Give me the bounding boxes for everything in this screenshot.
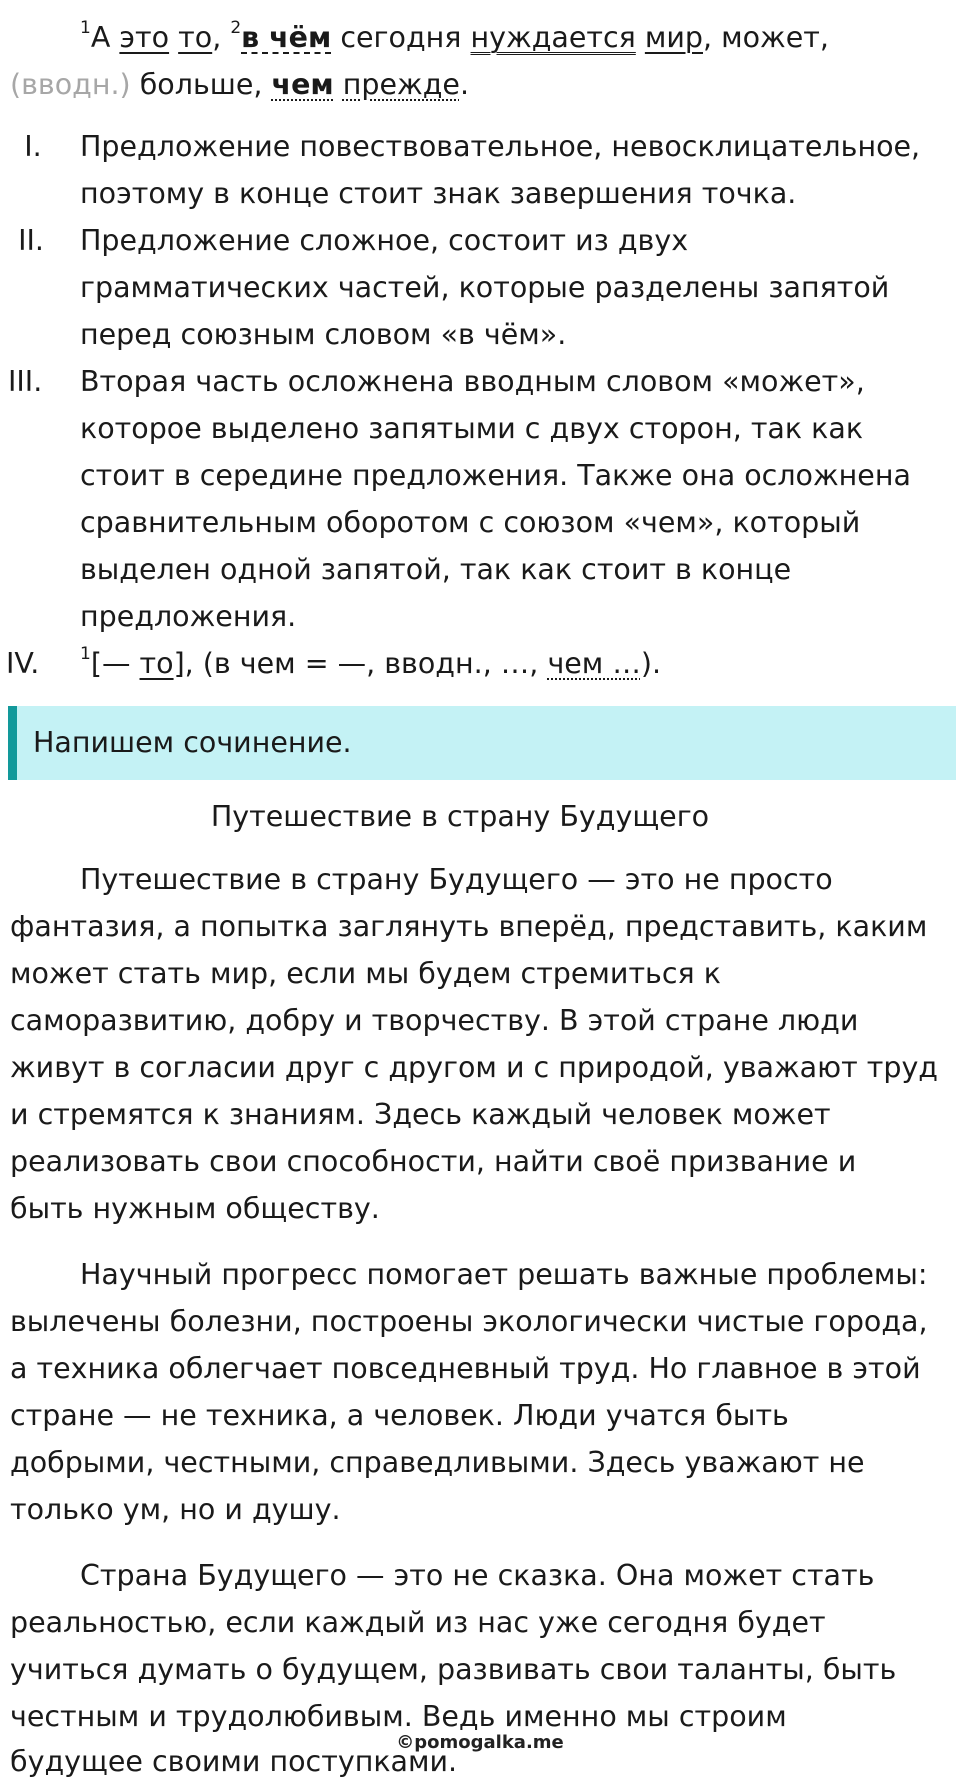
essay-p2-line-6: только ум, но и душу. [10,1493,341,1526]
essay-p2-line-4: стране — не техника, а человек. Люди учатся быть [10,1399,789,1432]
space [636,21,645,54]
word-prezhde: прежде [342,68,460,101]
scheme-marker: 1 [80,644,91,664]
banner-text: Напишем сочинение. [33,726,352,759]
numeral-i: I. [24,130,42,163]
introductory-marker: (вводн.) [10,68,131,101]
watermark: ©pomogalka.me [396,1732,564,1753]
analyzed-sentence-line-2 [10,61,469,108]
scheme-part-1: [— [90,647,140,680]
point-iii-line-6: предложения. [80,600,297,633]
essay-p3-line-5: будущее своими поступками. [10,1745,458,1778]
point-i-line-1: Предложение повествовательное, невосклицательное, [80,130,921,163]
word-mir: мир [644,21,703,54]
scheme-part-2: ], (в чем = —, вводн., …, [173,647,548,680]
essay-p2-line-2: вылечены болезни, построены экологически чистые города, [10,1305,928,1338]
numeral-iii: III. [8,365,43,398]
essay-p3-line-4: честным и трудолюбивым. Ведь именно мы строим [10,1700,787,1733]
analyzed-sentence-line-1 [80,14,829,61]
word-eto: это [119,21,170,54]
essay-p1-line-5: живут в согласии друг с другом и с природой, уважают труд [10,1051,939,1084]
point-i-line-2: поэтому в конце стоит знак завершения точка. [80,177,797,210]
comma: , [212,21,231,54]
clause-marker-1: 1 [80,18,91,38]
point-iii-line-4: сравнительным оборотом с союзом «чем», который [80,506,861,539]
essay-p2-line-3: а техника облегчает повседневный труд. Но главное в этой [10,1352,921,1385]
point-ii-line-3: перед союзным словом «в чём». [80,318,567,351]
sentence-scheme [80,640,661,687]
essay-p3-line-2: реальностью, если каждый из нас уже сегодня будет [10,1606,826,1639]
section-banner [8,706,956,780]
word-a: А [90,21,120,54]
scheme-part-3: ). [640,647,662,680]
word-nuzhdaetsya: нуждается [470,21,636,54]
point-iii-line-1: Вторая часть осложнена вводным словом «может», [80,365,865,398]
word-to: то [178,21,213,54]
essay-p1-line-4: саморазвитию, добру и творчеству. В этой стране люди [10,1004,859,1037]
point-iii-line-2: которое выделено запятыми с двух сторон, так как [80,412,864,445]
essay-p1-line-2: фантазия, а попытка заглянуть вперёд, представить, каким [10,910,928,943]
point-iii-line-3: стоит в середине предложения. Также она осложнена [80,459,911,492]
space [334,68,343,101]
clause-marker-2: 2 [230,18,242,38]
word-chem: чем [271,68,334,101]
essay-p1-line-1: Путешествие в страну Будущего — это не просто [80,863,833,896]
essay-p3-line-3: учиться думать о будущем, развивать свои таланты, быть [10,1653,897,1686]
word-v-chem: в чём [241,21,332,54]
word-mozhet: , может, [703,21,829,54]
numeral-iv: IV. [6,647,40,680]
essay-p1-line-6: и стремятся к знаниям. Здесь каждый человек может [10,1098,831,1131]
point-ii-line-2: грамматических частей, которые разделены запятой [80,271,890,304]
numeral-ii: II. [18,224,44,257]
scheme-to: то [139,647,174,680]
scheme-chem: чем … [547,647,641,680]
essay-p1-line-8: быть нужным обществу. [10,1192,380,1225]
essay-p2-line-1: Научный прогресс помогает решать важные проблемы: [80,1258,928,1291]
essay-p2-line-5: добрыми, честными, справедливыми. Здесь уважают не [10,1446,865,1479]
word-bolshe: больше, [130,68,272,101]
word-segodnya: сегодня [331,21,471,54]
essay-p3-line-1: Страна Будущего — это не сказка. Она может стать [80,1559,875,1592]
essay-p1-line-3: может стать мир, если мы будем стремиться к [10,957,721,990]
essay-title: Путешествие в страну Будущего [210,800,710,833]
period: . [459,68,470,101]
space [169,21,178,54]
essay-p1-line-7: реализовать свои способности, найти своё призвание и [10,1145,857,1178]
point-iii-line-5: выделен одной запятой, так как стоит в конце [80,553,792,586]
point-ii-line-1: Предложение сложное, состоит из двух [80,224,689,257]
